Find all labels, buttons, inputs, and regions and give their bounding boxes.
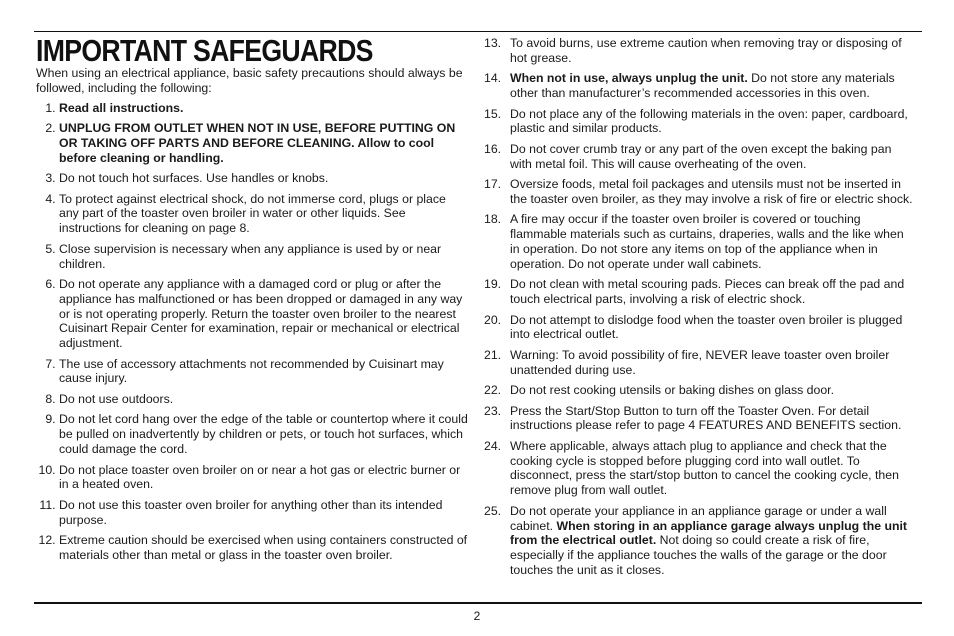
item-text xyxy=(59,277,468,351)
item-number: 4. xyxy=(45,191,59,206)
item-number: 23. xyxy=(484,403,502,418)
safeguard-item xyxy=(484,142,916,172)
safeguard-item xyxy=(484,439,916,498)
item-text xyxy=(59,171,468,186)
item-number: 3. xyxy=(45,171,59,186)
item-number: 21. xyxy=(484,347,502,362)
item-text xyxy=(59,463,468,493)
item-text xyxy=(510,71,916,101)
item-text-run: Do not place any of the following materials in the oven: paper, cardboard, plastic and similar products. xyxy=(510,106,908,136)
safeguard-item xyxy=(484,107,916,137)
safeguard-item xyxy=(484,504,916,578)
item-text xyxy=(59,357,468,387)
item-text xyxy=(510,212,916,271)
item-text-run: Do not cover crumb tray or any part of the oven except the baking pan with metal foil. This will cause overheating of the oven. xyxy=(510,141,892,171)
item-text-run: Do not place toaster oven broiler on or near a hot gas or electric burner or in a heated oven. xyxy=(59,462,461,492)
item-text-run: Oversize foods, metal foil packages and utensils must not be inserted in the toaster oven broiler, as they may involve a risk of fire or electric shock. xyxy=(510,177,913,206)
item-text-bold: UNPLUG FROM OUTLET WHEN NOT IN USE, BEFORE PUTTING ON OR TAKING OFF PARTS AND BEFORE CLEANING. Allow to cool before cleaning or handling. xyxy=(59,121,456,165)
item-text-run: Do not use this toaster oven broiler for anything other than its intended purpose. xyxy=(59,497,443,527)
item-text-run: Extreme caution should be exercised when using containers constructed of materials other than metal or glass in the toaster oven broiler. xyxy=(59,533,468,562)
safeguard-item xyxy=(36,357,468,387)
page-title: IMPORTANT SAFEGUARDS xyxy=(36,33,373,68)
item-text xyxy=(59,392,468,407)
item-text-run: Do not clean with metal scouring pads. Pieces can break off the pad and touch electrical parts, involving a risk of electric shock. xyxy=(510,277,905,307)
top-rule xyxy=(34,31,922,32)
item-text-run: The use of accessory attachments not recommended by Cuisinart may cause injury. xyxy=(59,356,444,386)
item-text xyxy=(510,313,916,343)
item-text-run: Do not operate any appliance with a damaged cord or plug or after the appliance has malfunctioned or has been dropped or damaged in any way or is not operating properly. Return the toaster oven broiler to the nearest Cuisinart Repair Center for examination, repair or mechanical or electrical adjustment. xyxy=(59,277,463,351)
safeguard-item xyxy=(36,463,468,493)
item-text xyxy=(59,533,468,563)
item-text-run: Do not attempt to dislodge food when the toaster oven broiler is plugged into electrical outlet. xyxy=(510,312,903,342)
item-number: 11. xyxy=(39,497,59,512)
item-text xyxy=(510,504,916,578)
intro-text: When using an electrical appliance, basic safety precautions should always be followed, including the following: xyxy=(36,66,463,95)
item-number: 6. xyxy=(45,277,59,291)
item-number: 12. xyxy=(38,533,59,548)
item-number: 17. xyxy=(484,177,502,192)
item-text xyxy=(510,36,916,66)
item-text xyxy=(510,177,916,207)
safeguard-item xyxy=(36,277,468,351)
item-text-run: Do not use outdoors. xyxy=(59,391,174,406)
item-text-run: Do not rest cooking utensils or baking dishes on glass door. xyxy=(510,383,835,398)
item-text-run: Not doing so could create a risk of fire, especially if the appliance touches the walls of the garage or the door touches the unit as it closes. xyxy=(510,533,887,577)
item-text-run: To protect against electrical shock, do not immerse cord, plugs or place any part of the toaster oven broiler in water or other liquids. See instructions for cleaning on page 8. xyxy=(59,191,446,236)
item-text-run: Do not let cord hang over the edge of the table or countertop where it could be pulled on inadvertently by children or pets, or touch hot surfaces, which could damage the cord. xyxy=(59,412,468,457)
item-text xyxy=(510,404,916,434)
item-number: 25. xyxy=(484,503,502,518)
safeguard-item xyxy=(484,277,916,307)
item-text xyxy=(510,383,916,398)
item-text-run: A fire may occur if the toaster oven broiler is covered or touching flammable materials such as curtains, draperies, walls and the like when in operation. Do not store any items on top of the appliance when in operation. Do not operate under wall cabinets. xyxy=(510,212,904,271)
item-text-run: To avoid burns, use extreme caution when removing tray or disposing of hot grease. xyxy=(510,36,902,65)
item-text-run: Close supervision is necessary when any appliance is used by or near children. xyxy=(59,241,442,271)
item-text xyxy=(510,439,916,498)
item-number: 16. xyxy=(484,141,502,156)
safeguards-list-left xyxy=(36,101,468,563)
item-number: 13. xyxy=(484,36,502,50)
right-column xyxy=(484,36,916,583)
item-text xyxy=(510,107,916,137)
item-number: 5. xyxy=(45,241,59,256)
item-text xyxy=(59,412,468,456)
safeguard-item xyxy=(484,71,916,101)
safeguard-item xyxy=(36,242,468,272)
item-text-bold: Read all instructions. xyxy=(59,100,184,115)
item-text xyxy=(59,121,468,165)
safeguard-item xyxy=(484,404,916,434)
safeguard-item xyxy=(36,392,468,407)
safeguard-item xyxy=(36,101,468,116)
safeguard-item xyxy=(484,313,916,343)
page-number: 2 xyxy=(473,609,481,623)
item-text-run: Do not operate your appliance in an appliance garage or under a wall cabinet. xyxy=(510,503,887,533)
item-number: 14. xyxy=(484,71,502,86)
item-number: 15. xyxy=(484,106,502,121)
safeguard-item xyxy=(36,171,468,186)
item-text xyxy=(510,348,916,378)
item-number: 22. xyxy=(484,383,502,398)
safeguard-item xyxy=(484,383,916,398)
safeguard-item xyxy=(36,412,468,456)
item-text xyxy=(59,101,468,116)
item-text-run: Press the Start/Stop Button to turn off the Toaster Oven. For detail instructions please refer to page 4 FEATURES AND BENEFITS section. xyxy=(510,403,902,433)
safeguard-item xyxy=(36,192,468,236)
item-text xyxy=(510,142,916,172)
safeguard-item xyxy=(36,533,468,563)
item-text-run: Do not store any materials other than manufacturer’s recommended accessories in this oven. xyxy=(510,71,895,101)
bottom-rule xyxy=(34,602,922,604)
item-number: 18. xyxy=(484,212,502,227)
item-number: 19. xyxy=(484,277,502,292)
item-text-run: Do not touch hot surfaces. Use handles or knobs. xyxy=(59,171,329,186)
safeguard-item xyxy=(484,212,916,271)
item-text xyxy=(510,277,916,307)
safeguard-item xyxy=(36,121,468,165)
safeguard-item xyxy=(36,498,468,528)
item-number: 20. xyxy=(484,312,502,327)
item-text-run: Where applicable, always attach plug to appliance and check that the cooking cycle is stopped before plugging cord into wall outlet. To disconnect, press the start/stop button to cancel the cooking cycle, then remove plug from wall outlet. xyxy=(510,438,899,498)
item-text-bold: When storing in an appliance garage always unplug the unit from the electrical outlet. xyxy=(510,518,908,548)
item-text xyxy=(59,192,468,236)
item-number: 1. xyxy=(45,100,59,115)
item-text xyxy=(59,498,468,528)
safeguard-item xyxy=(484,36,916,66)
item-number: 2. xyxy=(45,121,59,136)
safeguard-item xyxy=(484,348,916,378)
item-number: 8. xyxy=(45,391,59,406)
item-number: 24. xyxy=(484,438,502,453)
item-number: 9. xyxy=(45,412,59,427)
item-number: 7. xyxy=(45,356,59,371)
item-text-bold: When not in use, always unplug the unit. xyxy=(510,71,748,86)
safeguards-list-right xyxy=(484,36,916,578)
left-column xyxy=(36,33,468,568)
item-text-run: Warning: To avoid possibility of fire, NEVER leave toaster oven broiler unattended during use. xyxy=(510,347,890,377)
item-text xyxy=(59,242,468,272)
safeguard-item xyxy=(484,177,916,207)
item-number: 10. xyxy=(38,462,59,477)
